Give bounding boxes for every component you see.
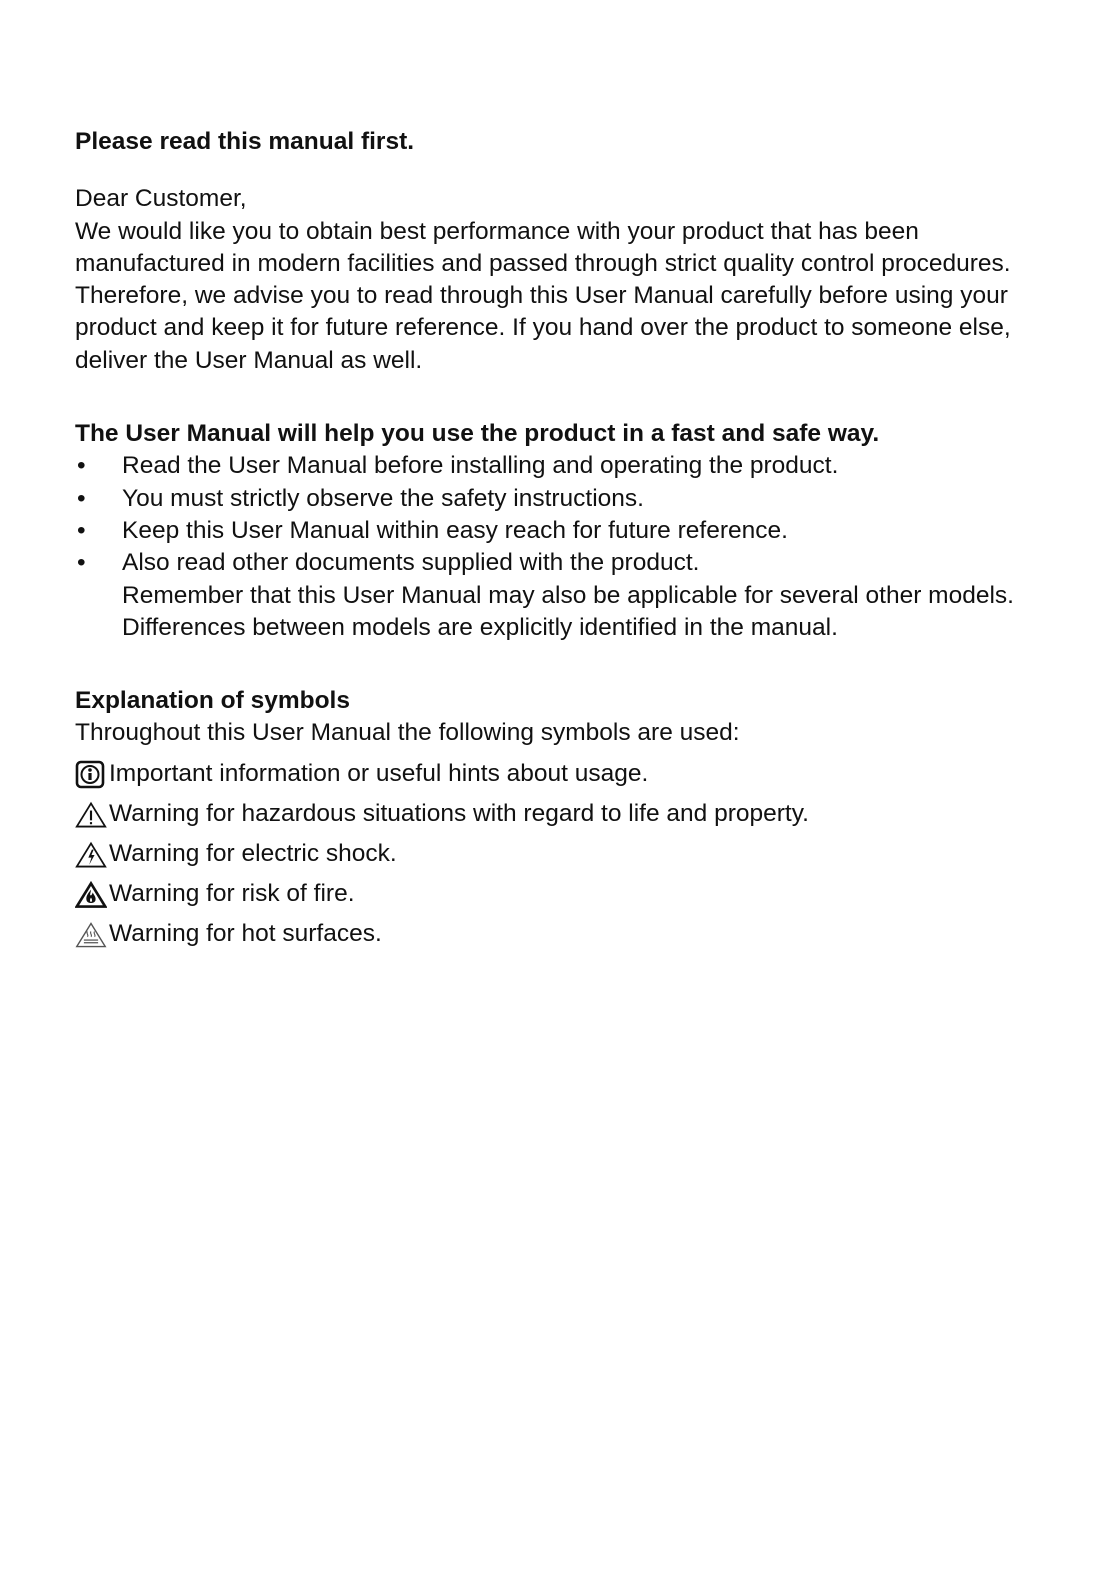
fire-warning-icon [75, 880, 107, 910]
bullet-text: You must strictly observe the safety instructions. [122, 484, 644, 512]
bullet-continuation: Remember that this User Manual may also be applicable for several other models. [122, 581, 1014, 609]
intro-heading: Please read this manual first. [75, 128, 415, 155]
symbol-item-info [75, 750, 1055, 790]
warning-icon [75, 800, 107, 830]
symbol-text: Important information or useful hints about usage. [109, 759, 649, 787]
help-bullet-list [75, 450, 1055, 644]
symbol-item-warning [75, 790, 1055, 830]
intro-paragraph-2: Therefore, we advise you to read through this User Manual carefully before using your product and keep it for future reference. If you hand over the product to someone else, deliver the User Manual as well. [75, 282, 1011, 374]
info-icon [75, 760, 107, 790]
intro-paragraph-1: We would like you to obtain best performance with your product that has been manufactured in modern facilities and passed through strict quality control procedures. [75, 217, 1011, 277]
bullet-icon: • [77, 452, 86, 480]
symbols-intro: Throughout this User Manual the following symbols are used: [75, 719, 740, 747]
help-section [75, 418, 1055, 644]
manual-page [75, 126, 1055, 950]
symbol-item-fire [75, 870, 1055, 910]
list-item [75, 450, 1055, 482]
bullet-icon: • [77, 516, 86, 544]
symbol-text: Warning for hazardous situations with regard to life and property. [109, 799, 809, 827]
symbols-section [75, 685, 1055, 950]
list-item [75, 547, 1055, 644]
bullet-continuation: Differences between models are explicitly identified in the manual. [122, 613, 838, 641]
list-item [75, 483, 1055, 515]
bullet-text: Read the User Manual before installing and operating the product. [122, 452, 839, 480]
help-heading: The User Manual will help you use the product in a fast and safe way. [75, 420, 880, 448]
list-item [75, 515, 1055, 547]
symbol-text: Warning for risk of fire. [109, 879, 355, 907]
symbol-item-hot-surface [75, 910, 1055, 950]
bullet-icon: • [77, 549, 86, 577]
intro-section [75, 126, 1055, 377]
symbols-heading: Explanation of symbols [75, 687, 350, 715]
symbol-text: Warning for electric shock. [109, 839, 397, 867]
electric-shock-warning-icon [75, 840, 107, 870]
bullet-icon: • [77, 484, 86, 512]
symbol-text: Warning for hot surfaces. [109, 919, 382, 947]
symbol-item-electric-shock [75, 830, 1055, 870]
hot-surface-warning-icon [75, 920, 107, 950]
bullet-text: Also read other documents supplied with the product. [122, 549, 700, 577]
bullet-text: Keep this User Manual within easy reach for future reference. [122, 516, 788, 544]
greeting: Dear Customer, [75, 185, 247, 213]
